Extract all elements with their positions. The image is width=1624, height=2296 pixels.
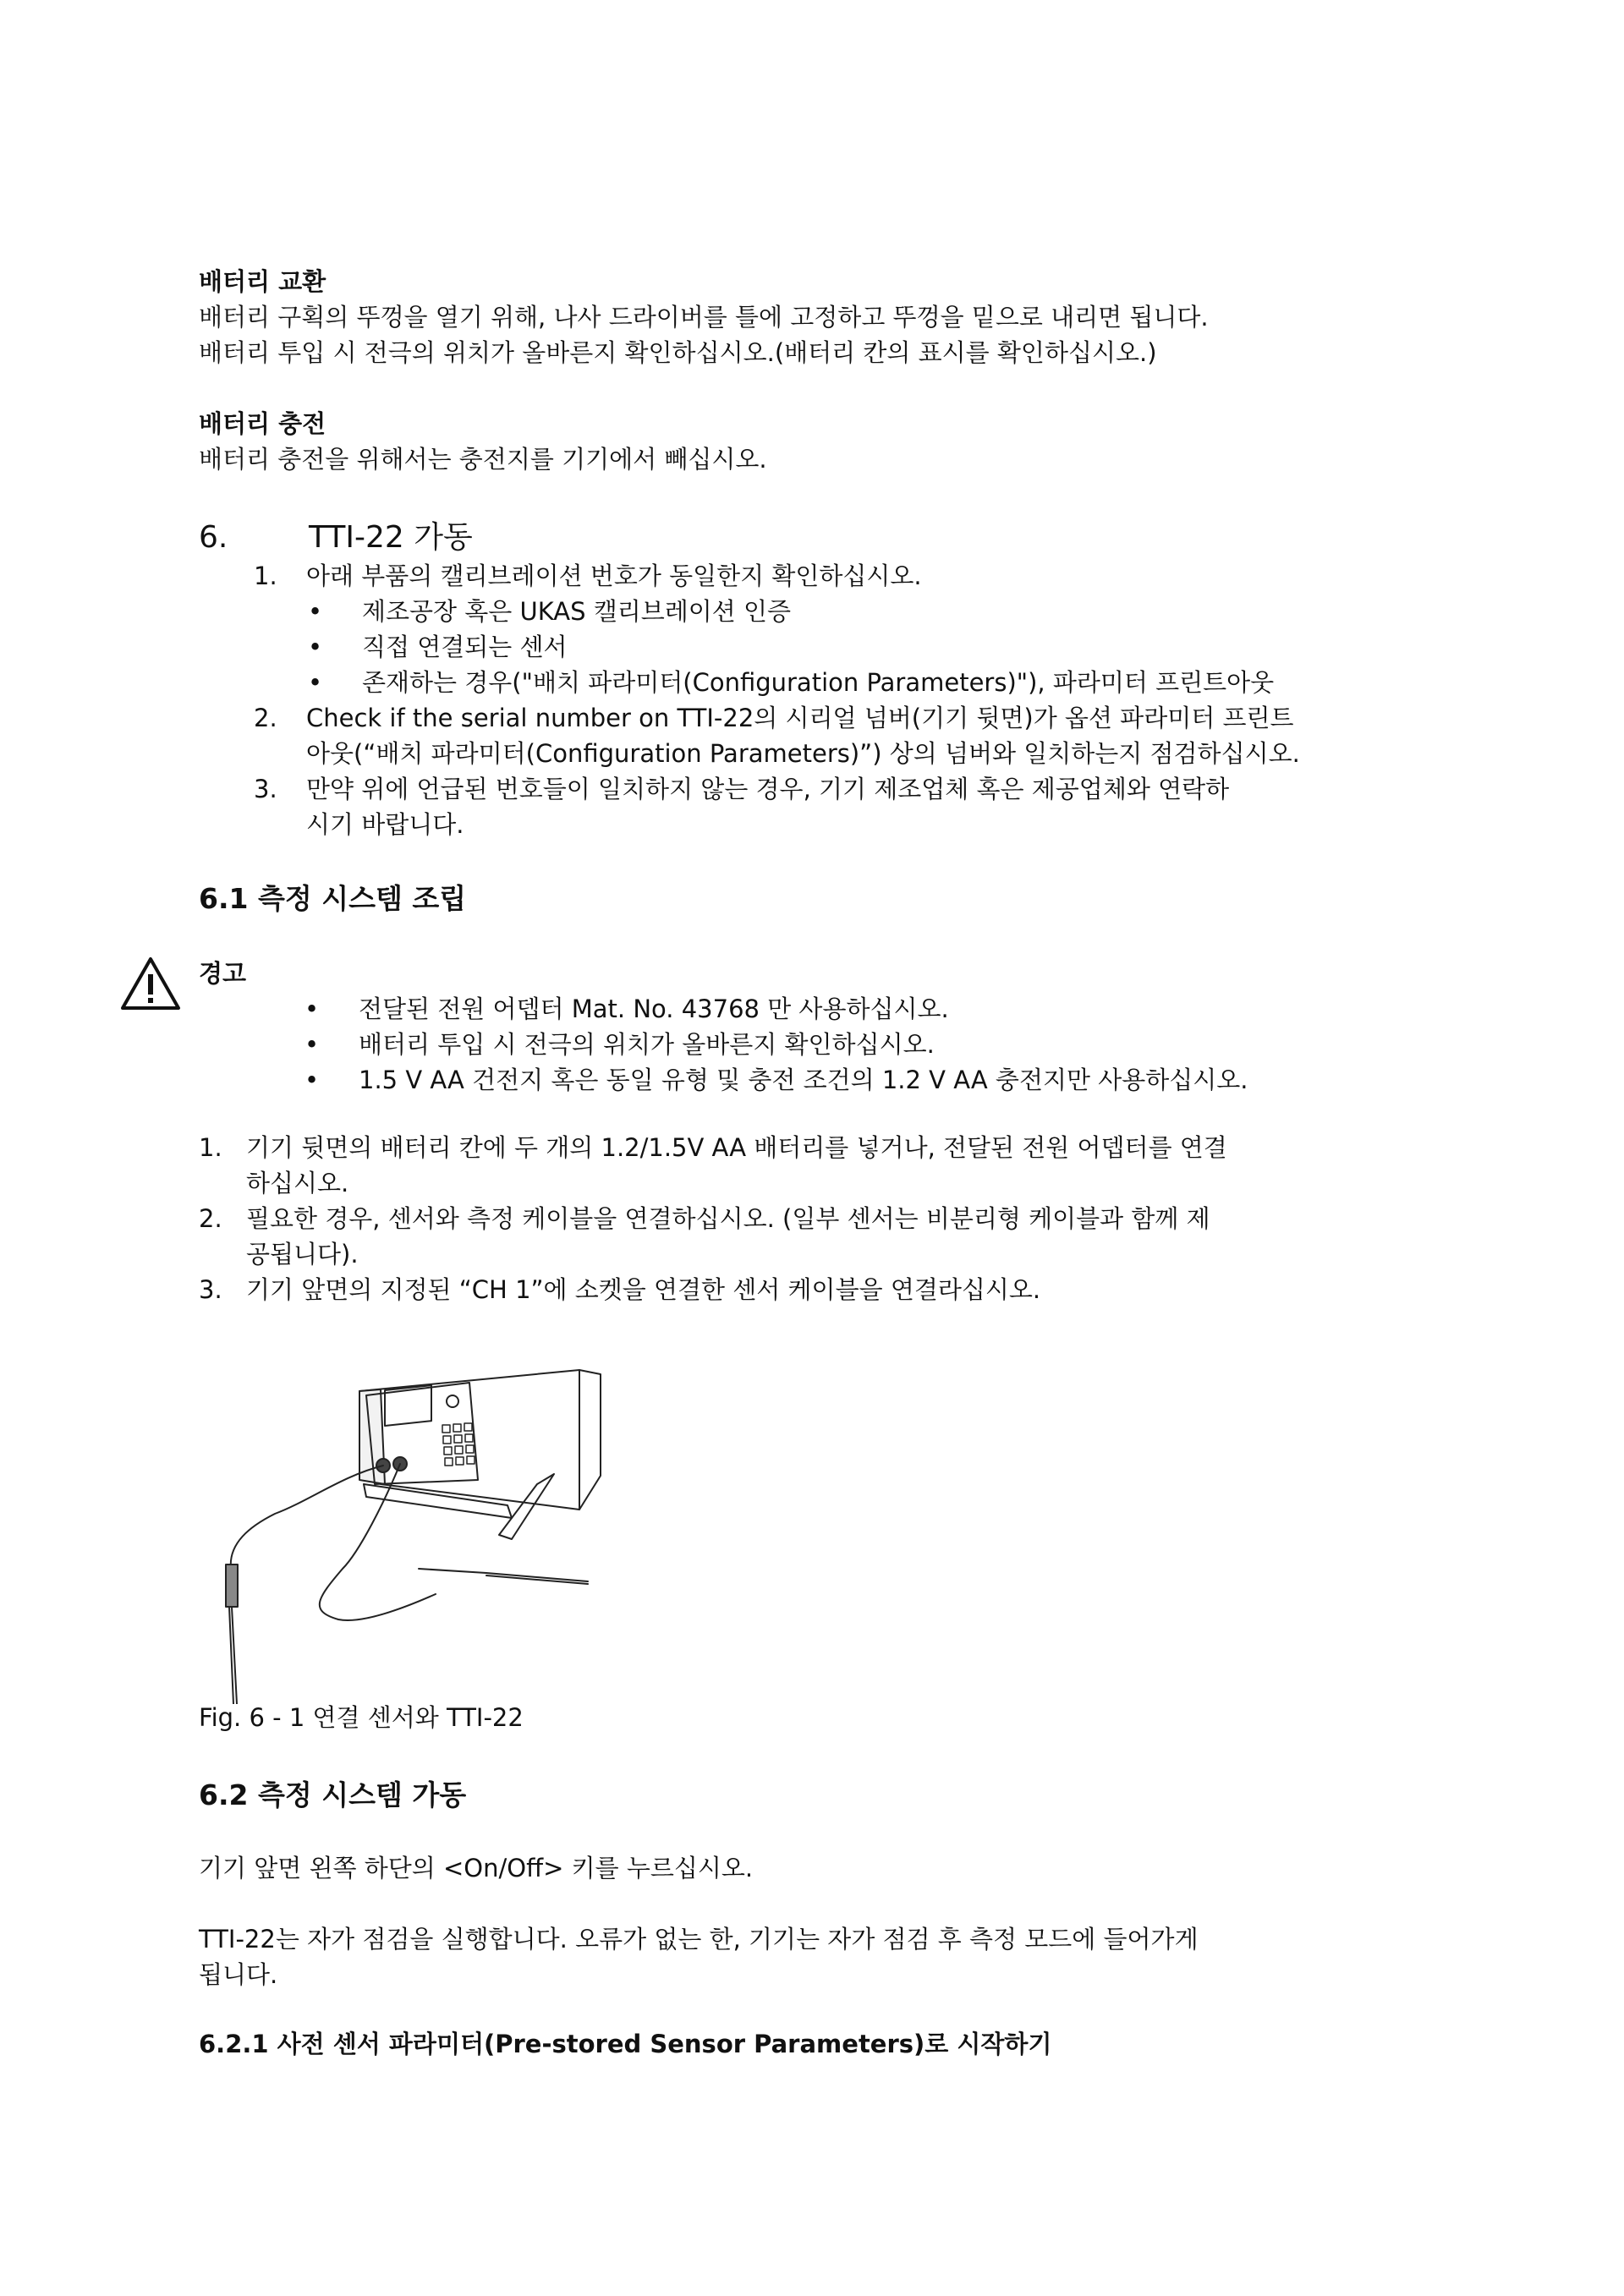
- warning-title: 경고: [199, 959, 247, 988]
- check-item-number: 1.: [254, 562, 277, 590]
- check-item-1: [254, 558, 1446, 594]
- assembly-step-2: [199, 1201, 1451, 1272]
- check-item-number: 2.: [254, 704, 277, 732]
- figure-caption: Fig. 6 - 1 연결 센서와 TTI-22: [199, 1703, 524, 1732]
- check-item-text: Check if the serial number on TTI-22의 시리얼 넘버(기기 뒷면)가 옵션 파라미터 프린트: [306, 704, 1294, 732]
- device-illustration: [216, 1357, 647, 1704]
- check-item-2: [254, 700, 1446, 771]
- step-number: 2.: [199, 1204, 222, 1233]
- chapter-heading: [199, 518, 473, 558]
- para-line: TTI-22는 자가 점검을 실행합니다. 오류가 없는 한, 기기는 자가 점검 후 측정 모드에 들어가게: [199, 1925, 1199, 1954]
- check-bullet-text: 존재하는 경우("배치 파라미터(Configuration Parameters)"), 파라미터 프린트아웃: [362, 668, 1275, 697]
- warning-item-text: 배터리 투입 시 전극의 위치가 올바른지 확인하십시오.: [359, 1030, 935, 1059]
- step-text: 기기 뒷면의 배터리 칸에 두 개의 1.2/1.5V AA 배터리를 넣거나, 전달된 전원 어뎁터를 연결: [246, 1133, 1227, 1162]
- check-item-3: [254, 771, 1446, 842]
- section-6-2-para-2: [199, 1921, 1451, 1992]
- battery-replace-title: 배터리 교환: [199, 267, 326, 296]
- step-number: 3.: [199, 1275, 222, 1304]
- battery-replace-section: [199, 264, 1442, 370]
- bullet-icon: •: [304, 1066, 320, 1094]
- assembly-steps: [199, 1130, 1451, 1307]
- bullet-icon: •: [304, 1030, 320, 1059]
- check-bullet-item: [308, 665, 1446, 700]
- warning-icon: [120, 956, 181, 1011]
- step-number: 1.: [199, 1133, 222, 1162]
- check-bullet-item: [308, 629, 1446, 665]
- step-text: 기기 앞면의 지정된 “CH 1”에 소켓을 연결한 센서 케이블을 연결라십시오.: [246, 1275, 1041, 1304]
- bullet-icon: •: [308, 633, 323, 661]
- para-line: 됩니다.: [199, 1960, 278, 1989]
- check-item-text: 아래 부품의 캘리브레이션 번호가 동일한지 확인하십시오.: [306, 562, 922, 590]
- chapter-title: TTI-22 가동: [309, 520, 473, 555]
- assembly-step-1: [199, 1130, 1451, 1201]
- bullet-icon: •: [308, 597, 323, 626]
- chapter-number: 6.: [199, 520, 228, 555]
- section-6-2-para-1: 기기 앞면 왼쪽 하단의 <On/Off> 키를 누르십시오.: [199, 1854, 754, 1882]
- check-bullet-text: 직접 연결되는 센서: [362, 633, 568, 661]
- battery-charge-title: 배터리 충전: [199, 409, 326, 438]
- warning-item: [304, 1027, 1248, 1062]
- check-item-number: 3.: [254, 775, 277, 803]
- bullet-icon: •: [304, 995, 320, 1023]
- battery-charge-line-1: 배터리 충전을 위해서는 충전지를 기기에서 빼십시오.: [199, 445, 767, 474]
- check-bullet-list: [254, 594, 1446, 700]
- check-item-text: 만약 위에 언급된 번호들이 일치하지 않는 경우, 기기 제조업체 혹은 제공업체와 연락하: [306, 775, 1230, 803]
- section-6-2-title: 6.2 측정 시스템 가동: [199, 1778, 467, 1811]
- battery-charge-section: [199, 406, 1442, 477]
- warning-item: [304, 1062, 1248, 1098]
- warning-item-text: 1.5 V AA 건전지 혹은 동일 유형 및 충전 조건의 1.2 V AA 충전지만 사용하십시오.: [359, 1066, 1248, 1094]
- warning-item: [304, 991, 1248, 1027]
- battery-replace-line-2: 배터리 투입 시 전극의 위치가 올바른지 확인하십시오.(배터리 칸의 표시를 확인하십시오.): [199, 338, 1157, 367]
- check-bullet-text: 제조공장 혹은 UKAS 캘리브레이션 인증: [362, 597, 792, 626]
- battery-replace-line-1: 배터리 구획의 뚜껑을 열기 위해, 나사 드라이버를 틀에 고정하고 뚜껑을 밑으로 내리면 됩니다.: [199, 303, 1209, 332]
- bullet-icon: •: [308, 668, 323, 697]
- check-list: [254, 558, 1446, 842]
- check-item-text: 아웃(“배치 파라미터(Configuration Parameters)”) 상의 넘버와 일치하는지 점검하십시오.: [306, 739, 1300, 768]
- warning-list: [304, 991, 1248, 1098]
- section-6-1-title: 6.1 측정 시스템 조립: [199, 882, 467, 915]
- check-bullet-item: [308, 594, 1446, 629]
- step-text: 필요한 경우, 센서와 측정 케이블을 연결하십시오. (일부 센서는 비분리형 케이블과 함께 제: [246, 1204, 1210, 1233]
- assembly-step-3: [199, 1272, 1451, 1307]
- section-6-2-1-title: 6.2.1 사전 센서 파라미터(Pre-stored Sensor Parameters)로 시작하기: [199, 2030, 1052, 2058]
- warning-item-text: 전달된 전원 어뎁터 Mat. No. 43768 만 사용하십시오.: [359, 995, 949, 1023]
- step-text: 하십시오.: [246, 1169, 349, 1197]
- step-text: 공됩니다).: [246, 1240, 359, 1269]
- check-item-text: 시기 바랍니다.: [306, 810, 464, 839]
